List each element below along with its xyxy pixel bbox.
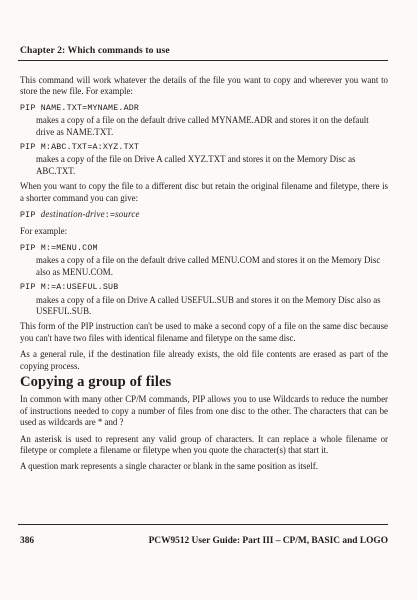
syntax-destination: destination-drive — [40, 209, 105, 220]
chapter-heading: Chapter 2: Which commands to use — [20, 45, 170, 56]
header-rule — [18, 60, 388, 61]
example-description-3: makes a copy of a file on the default drive called MENU.COM and stores it on the Memory Disc also as MENU.COM. — [36, 255, 381, 277]
intro-paragraph: This command will work whatever the details of the file you want to copy and wherever you want to store the new file. For example: — [20, 75, 388, 97]
example-command-4: PIP M:=A:USEFUL.SUB — [20, 283, 119, 293]
footer-rule — [18, 524, 388, 525]
syntax-prefix: PIP — [20, 211, 41, 221]
for-example-label: For example: — [20, 226, 68, 237]
shorter-command-paragraph: When you want to copy the file to a different disc but retain the original filename and filetype, there is a shorter command you can give: — [20, 181, 388, 203]
syntax-line — [20, 209, 388, 221]
question-mark-paragraph: A question mark represents a single character or blank in the same position as itself. — [20, 461, 318, 472]
example-command-2: PIP M:ABC.TXT=A:XYZ.TXT — [20, 143, 140, 153]
example-command-1: PIP NAME.TXT=MYNAME.ADR — [20, 103, 140, 113]
page-body — [20, 75, 388, 478]
syntax-separator: := — [104, 211, 116, 221]
asterisk-paragraph: An asterisk is used to represent any valid group of characters. It can replace a whole filename or filetype or complete a filename or filetype when you quote the character(s) that start it. — [20, 433, 388, 455]
general-rule-paragraph: As a general rule, if the destination file already exists, the old file contents are erased as part of the copying process. — [20, 349, 388, 371]
form-restriction-paragraph: This form of the PIP instruction can't be used to make a second copy of a file on the same disc because you can't have two files with identical filename and filetype on the same disc. — [20, 321, 388, 343]
example-description-1: makes a copy of a file on the default drive called MYNAME.ADR and stores it on the default drive as NAME.TXT. — [36, 115, 369, 137]
footer-guide-title: PCW9512 User Guide: Part III – CP/M, BASIC and LOGO — [148, 536, 388, 546]
page-number: 386 — [20, 536, 35, 546]
example-description-2: makes a copy of the file on Drive A called XYZ.TXT and stores it on the Memory Disc as ABC.TXT. — [36, 154, 356, 176]
section-heading: Copying a group of files — [20, 373, 172, 390]
wildcards-paragraph: In common with many other CP/M commands, PIP allows you to use Wildcards to reduce the number of instructions needed to copy a number of files from one disc to the other. The characters that can be used as wildcards are * and ? — [20, 394, 388, 428]
example-description-4: makes a copy of a file on Drive A called USEFUL.SUB and stores it on the Memory Disc also as USEFUL.SUB. — [36, 294, 381, 316]
example-command-3: PIP M:=MENU.COM — [20, 243, 98, 253]
syntax-source: source — [115, 209, 140, 220]
